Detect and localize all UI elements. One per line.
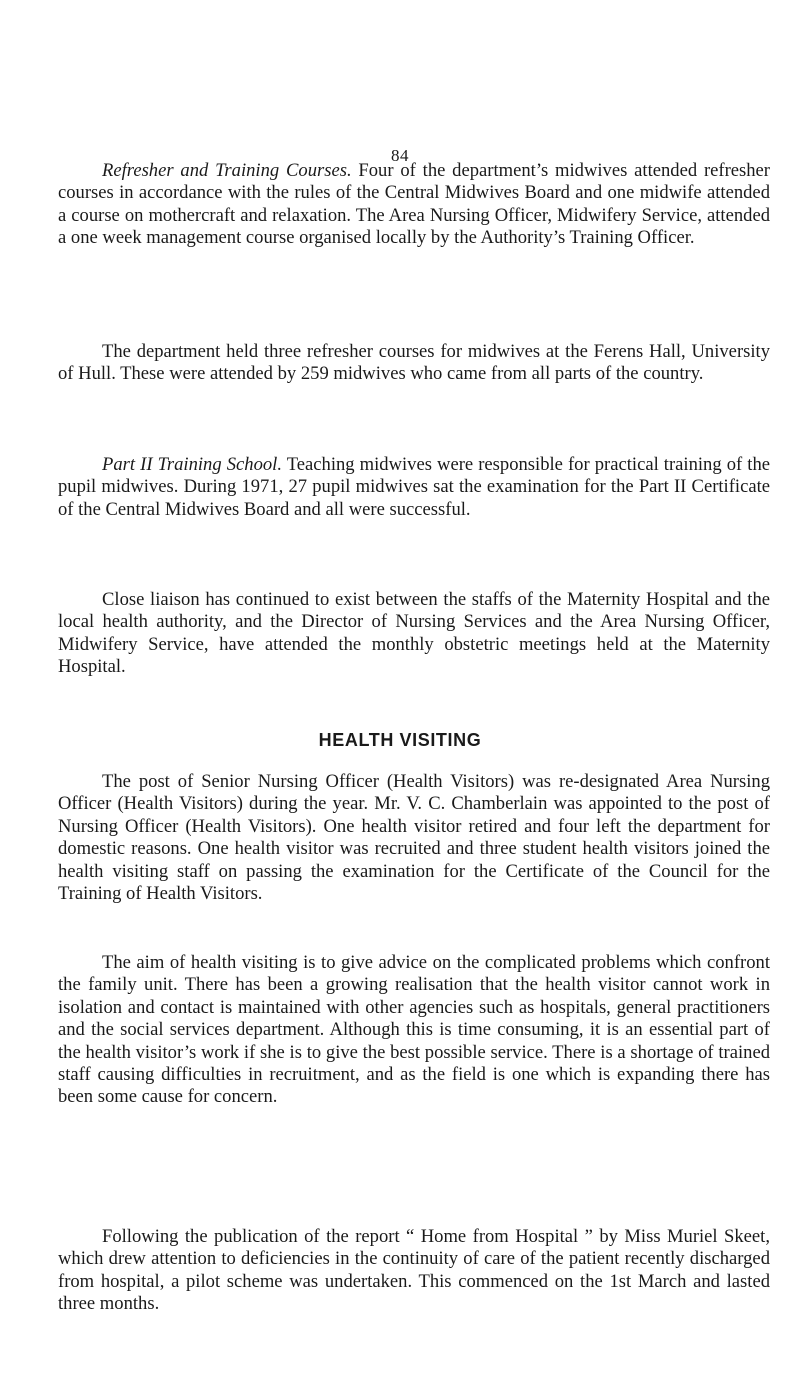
- health-visitors-post-text: The post of Senior Nursing Officer (Health Visitors) was re-designated Area Nursing Officer (Health Visitors) during the year. Mr. V. C. Chamberlain was appointed to the post of Nursing Officer (Health Visitors). One health visitor retired and four left the department for domestic reasons. One health visitor was recruited and three student health visitors joined the health visiting staff on passing the examination for the Certificate of the Council for the Training of Health Visitors.: [58, 771, 770, 905]
- part2-training-paragraph: [58, 454, 770, 521]
- refresher-courses-text: The department held three refresher courses for midwives at the Ferens Hall, University of Hull. These were attended by 259 midwives who came from all parts of the country.: [58, 341, 770, 385]
- refresher-training-paragraph: [58, 160, 770, 250]
- part2-training-text: Teaching midwives were responsible for practical training of the pupil midwives. During 1971, 27 pupil midwives sat the examination for the Part II Certificate of the Central Midwives Board and all were successful.: [58, 454, 770, 520]
- health-visiting-aim-paragraph: [58, 952, 770, 1109]
- home-from-hospital-text: Following the publication of the report “ Home from Hospital ” by Miss Muriel Skeet, which drew attention to deficiencies in the continuity of care of the patient recently discharged from hospital, a pilot scheme was undertaken. This commenced on the 1st March and lasted three months.: [58, 1226, 770, 1315]
- liaison-text: Close liaison has continued to exist between the staffs of the Maternity Hospital and the local health authority, and the Director of Nursing Services and the Area Nursing Officer, Midwifery Service, have attended the monthly obstetric meetings held at the Maternity Hospital.: [58, 589, 770, 678]
- health-visitors-post-paragraph: [58, 771, 770, 905]
- health-visiting-aim-text: The aim of health visiting is to give advice on the complicated problems which confront the family unit. There has been a growing realisation that the health visitor cannot work in isolation and contact is maintained with other agencies such as hospitals, general practitioners and the social services department. Although this is time consuming, it is an essential part of the health visitor’s work if she is to give the best possible service. There is a shortage of trained staff causing difficulties in recruitment, and as the field is one which is expanding there has been some cause for concern.: [58, 952, 770, 1108]
- home-from-hospital-paragraph: [58, 1226, 770, 1316]
- refresher-training-text: Four of the department’s midwives attended refresher courses in accordance with the rules of the Central Midwives Board and one midwife attended a course on mothercraft and relaxation. The Area Nursing Officer, Midwifery Service, attended a one week management course organised locally by the Authority’s Training Officer.: [58, 160, 770, 249]
- page-number: 84: [391, 146, 409, 165]
- part2-training-title: Part II Training School.: [102, 454, 282, 475]
- refresher-training-title: Refresher and Training Courses.: [102, 160, 352, 181]
- liaison-paragraph: [58, 589, 770, 679]
- refresher-courses-paragraph: [58, 341, 770, 386]
- health-visiting-heading: HEALTH VISITING: [318, 730, 482, 750]
